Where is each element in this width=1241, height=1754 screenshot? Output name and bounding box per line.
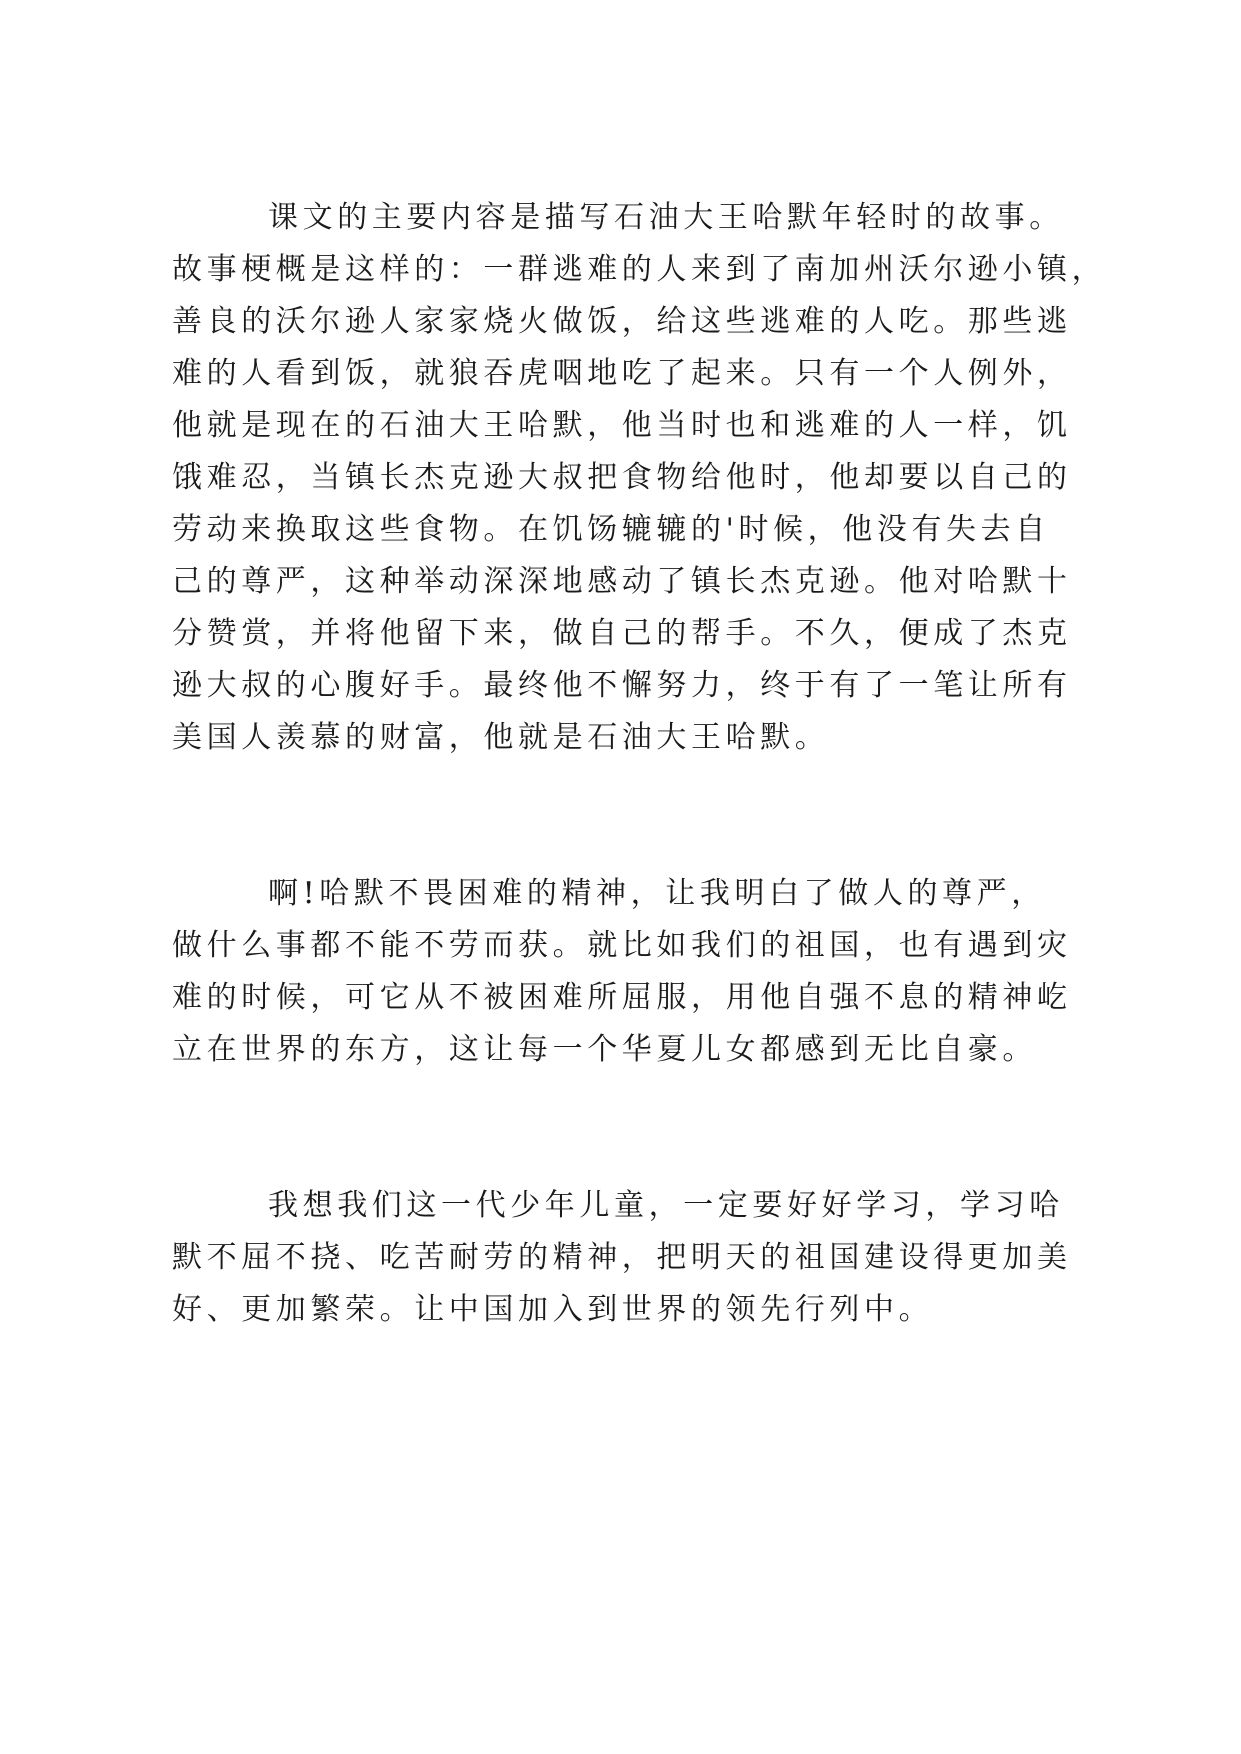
text-line: 做什么事都不能不劳而获。就比如我们的祖国，也有遇到灾 bbox=[172, 928, 1072, 963]
text-line: 己的尊严，这种举动深深地感动了镇长杰克逊。他对哈默十 bbox=[172, 564, 1072, 599]
text-line: 分赞赏，并将他留下来，做自己的帮手。不久，便成了杰克 bbox=[172, 616, 1072, 651]
text-line: 逊大叔的心腹好手。最终他不懈努力，终于有了一笔让所有 bbox=[172, 668, 1072, 703]
text-line: 故事梗概是这样的：一群逃难的人来到了南加州沃尔逊小镇， bbox=[172, 252, 1107, 287]
text-line: 难的人看到饭，就狼吞虎咽地吃了起来。只有一个人例外， bbox=[172, 356, 1072, 391]
text-line: 他就是现在的石油大王哈默，他当时也和逃难的人一样，饥 bbox=[172, 408, 1072, 443]
text-line: 劳动来换取这些食物。在饥饧辘辘的'时候，他没有失去自 bbox=[172, 512, 1050, 547]
text-line: 难的时候，可它从不被困难所屈服，用他自强不息的精神屹 bbox=[172, 980, 1072, 1015]
text-line: 默不屈不挠、吃苦耐劳的精神，把明天的祖国建设得更加美 bbox=[172, 1240, 1072, 1275]
text-line: 饿难忍，当镇长杰克逊大叔把食物给他时，他却要以自己的 bbox=[172, 460, 1072, 495]
text-line: 课文的主要内容是描写石油大王哈默年轻时的故事。 bbox=[268, 200, 1064, 235]
text-line: 啊!哈默不畏困难的精神，让我明白了做人的尊严， bbox=[268, 876, 1046, 911]
text-line: 好、更加繁荣。让中国加入到世界的领先行列中。 bbox=[172, 1292, 934, 1327]
text-line: 立在世界的东方，这让每一个华夏儿女都感到无比自豪。 bbox=[172, 1032, 1037, 1067]
text-line: 善良的沃尔逊人家家烧火做饭，给这些逃难的人吃。那些逃 bbox=[172, 304, 1072, 339]
text-line: 我想我们这一代少年儿童，一定要好好学习，学习哈 bbox=[268, 1188, 1064, 1223]
text-line: 美国人羡慕的财富，他就是石油大王哈默。 bbox=[172, 720, 830, 755]
